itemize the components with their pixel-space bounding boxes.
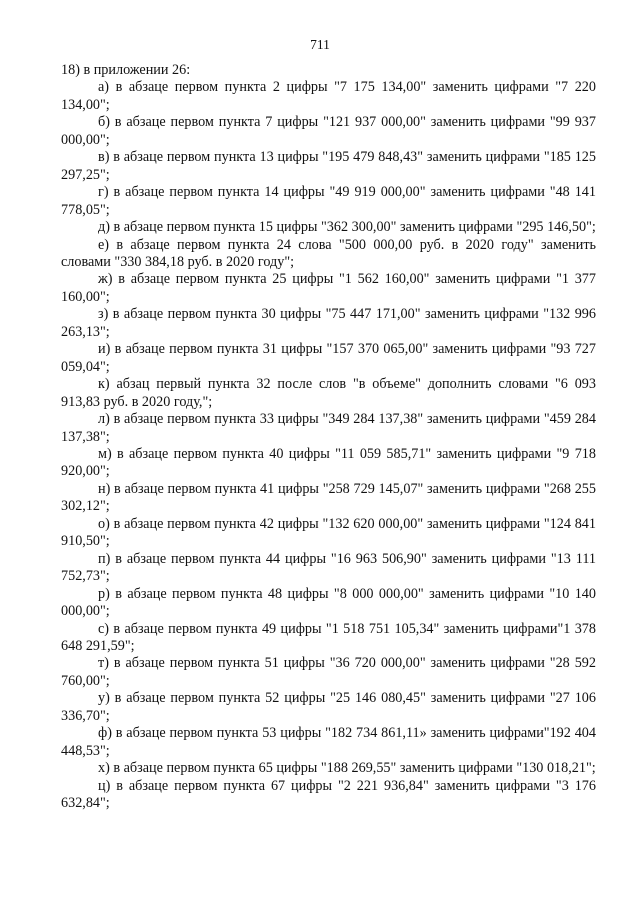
amendment-item-i: и) в абзаце первом пункта 31 цифры "157 370 065,00" заменить цифрами "93 727 059,04"; — [61, 341, 596, 375]
amendment-item-u: у) в абзаце первом пункта 52 цифры "25 146 080,45" заменить цифрами "27 106 336,70"; — [61, 690, 596, 724]
amendment-item-zh: ж) в абзаце первом пункта 25 цифры "1 562 160,00" заменить цифрами "1 377 160,00"; — [61, 271, 596, 305]
amendment-item-v: в) в абзаце первом пункта 13 цифры "195 479 848,43" заменить цифрами "185 125 297,25"; — [61, 149, 596, 183]
amendment-item-a: а) в абзаце первом пункта 2 цифры "7 175 134,00" заменить цифрами "7 220 134,00"; — [61, 79, 596, 113]
amendment-item-n: н) в абзаце первом пункта 41 цифры "258 729 145,07" заменить цифрами "268 255 302,12"; — [61, 480, 596, 515]
amendment-item-f: ф) в абзаце первом пункта 53 цифры "182 734 861,11» заменить цифрами"192 404 448,53"; — [61, 725, 596, 759]
amendment-item-m: м) в абзаце первом пункта 40 цифры "11 059 585,71" заменить цифрами "9 718 920,00"; — [61, 445, 596, 480]
amendment-item-o: о) в абзаце первом пункта 42 цифры "132 620 000,00" заменить цифрами "124 841 910,50"; — [61, 515, 596, 550]
page-number: 711 — [310, 37, 330, 52]
amendment-item-d: д) в абзаце первом пункта 15 цифры "362 300,00" заменить цифрами "295 146,50"; — [98, 219, 596, 236]
amendment-item-s: с) в абзаце первом пункта 49 цифры "1 518 751 105,34" заменить цифрами"1 378 648 291,59"; — [61, 620, 596, 654]
amendment-item-z: з) в абзаце первом пункта 30 цифры "75 447 171,00" заменить цифрами "132 996 263,13"; — [61, 306, 596, 340]
amendment-item-b: б) в абзаце первом пункта 7 цифры "121 937 000,00" заменить цифрами "99 937 000,00"; — [61, 114, 596, 148]
amendment-item-kh: х) в абзаце первом пункта 65 цифры "188 269,55" заменить цифрами "130 018,21"; — [98, 760, 596, 777]
amendment-item-e: е) в абзаце первом пункта 24 слова "500 000,00 руб. в 2020 году" заменить словами "330 384,18 руб. в 2020 году"; — [61, 236, 596, 270]
document-body — [61, 62, 596, 812]
amendment-item-p: п) в абзаце первом пункта 44 цифры "16 963 506,90" заменить цифрами "13 111 752,73"; — [61, 550, 596, 585]
amendment-item-g: г) в абзаце первом пункта 14 цифры "49 919 000,00" заменить цифрами "48 141 778,05"; — [61, 184, 596, 218]
section-heading: 18) в приложении 26: — [61, 62, 191, 78]
amendment-item-k: к) абзац первый пункта 32 после слов "в объеме" дополнить словами "6 093 913,83 руб. в 2020 году,"; — [61, 376, 596, 410]
amendment-item-t: т) в абзаце первом пункта 51 цифры "36 720 000,00" заменить цифрами "28 592 760,00"; — [61, 655, 596, 689]
amendment-item-l: л) в абзаце первом пункта 33 цифры "349 284 137,38" заменить цифрами "459 284 137,38"; — [61, 411, 596, 445]
amendment-item-ts: ц) в абзаце первом пункта 67 цифры "2 221 936,84" заменить цифрами "3 176 632,84"; — [61, 777, 596, 812]
amendment-item-r: р) в абзаце первом пункта 48 цифры "8 000 000,00" заменить цифрами "10 140 000,00"; — [61, 585, 596, 620]
